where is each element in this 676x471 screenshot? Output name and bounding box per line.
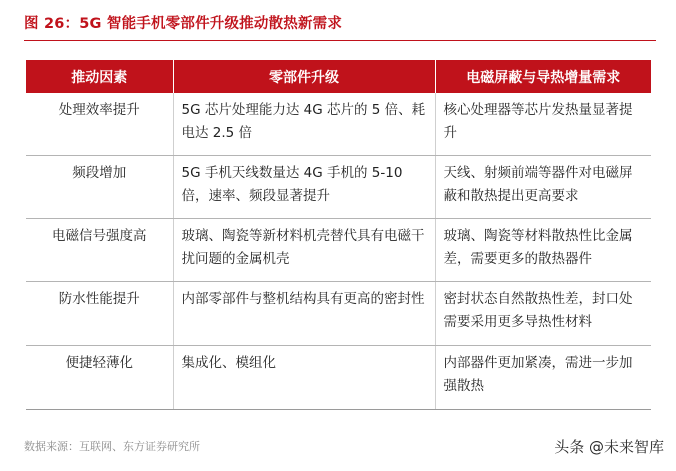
header-driving-factor: 推动因素 xyxy=(26,60,173,93)
cell-driving-factor: 电磁信号强度高 xyxy=(26,219,173,282)
source-note: 数据来源：互联网、东方证券研究所 xyxy=(24,440,200,453)
cell-component-upgrade: 5G 手机天线数量达 4G 手机的 5-10 倍，速率、频段显著提升 xyxy=(173,156,435,219)
header-component-upgrade: 零部件升级 xyxy=(173,60,435,93)
table-row xyxy=(26,93,651,156)
cell-component-upgrade: 5G 芯片处理能力达 4G 芯片的 5 倍、耗电达 2.5 倍 xyxy=(173,93,435,156)
cell-driving-factor: 防水性能提升 xyxy=(26,282,173,346)
table-row xyxy=(26,282,651,346)
data-table xyxy=(26,60,651,410)
cell-driving-factor: 处理效率提升 xyxy=(26,93,173,156)
cell-component-upgrade: 内部零部件与整机结构具有更高的密封性 xyxy=(173,282,435,346)
cell-shielding-demand: 内部器件更加紧凑，需进一步加强散热 xyxy=(435,346,651,410)
cell-component-upgrade: 玻璃、陶瓷等新材料机壳替代具有电磁干扰问题的金属机壳 xyxy=(173,219,435,282)
cell-shielding-demand: 密封状态自然散热性差，封口处需要采用更多导热性材料 xyxy=(435,282,651,346)
cell-shielding-demand: 玻璃、陶瓷等材料散热性比金属差，需要更多的散热器件 xyxy=(435,219,651,282)
table-header-row xyxy=(26,60,651,93)
table-row xyxy=(26,346,651,410)
cell-shielding-demand: 天线、射频前端等器件对电磁屏蔽和散热提出更高要求 xyxy=(435,156,651,219)
cell-driving-factor: 频段增加 xyxy=(26,156,173,219)
header-shielding-demand: 电磁屏蔽与导热增量需求 xyxy=(435,60,651,93)
watermark: 头条 @未来智库 xyxy=(554,438,664,456)
table-row xyxy=(26,219,651,282)
title-divider xyxy=(24,40,656,41)
table-row xyxy=(26,156,651,219)
cell-component-upgrade: 集成化、模组化 xyxy=(173,346,435,410)
figure-title: 图 26：5G 智能手机零部件升级推动散热新需求 xyxy=(24,16,343,32)
cell-shielding-demand: 核心处理器等芯片发热量显著提升 xyxy=(435,93,651,156)
cell-driving-factor: 便捷轻薄化 xyxy=(26,346,173,410)
